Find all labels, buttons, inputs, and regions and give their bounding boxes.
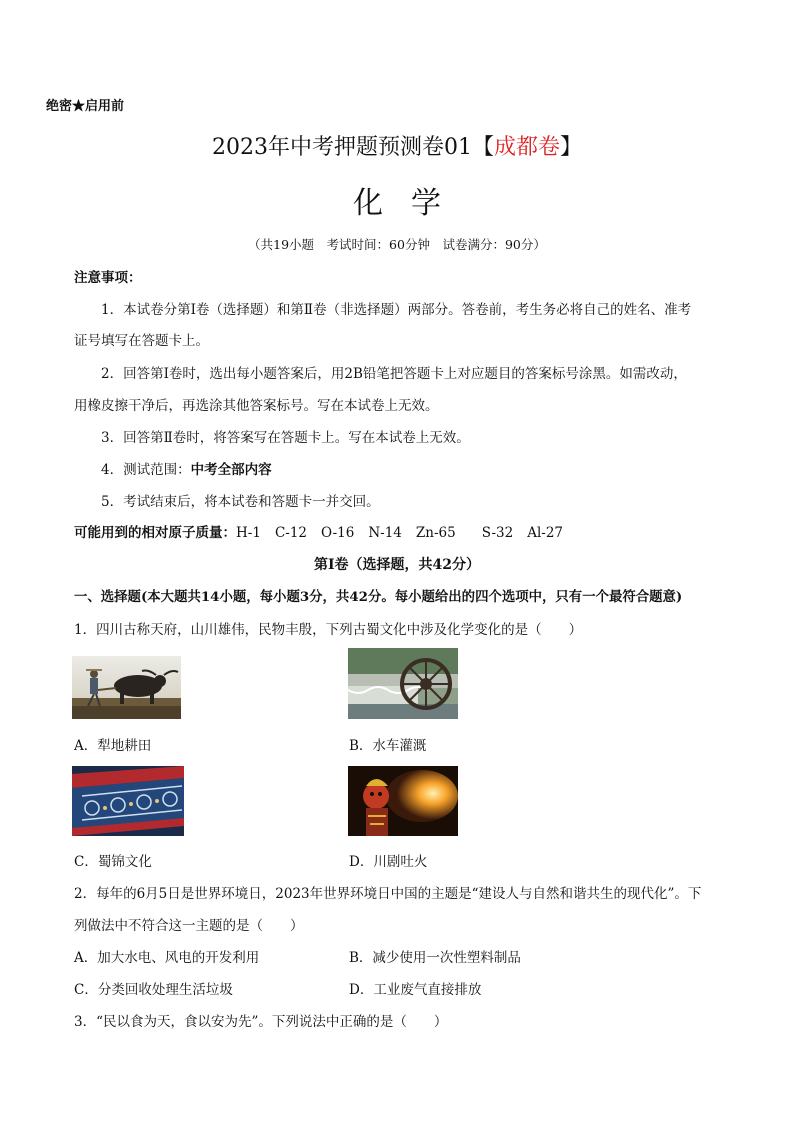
confidential-label: 绝密★启用前 (46, 99, 125, 114)
q1-option-b: B．水车灌溉 (349, 738, 427, 754)
atomic-mass-label: 可能用到的相对原子质量： (74, 525, 236, 541)
waterwheel-photo (348, 648, 458, 719)
title-region: 成都卷 (493, 135, 560, 160)
note-4 (101, 458, 272, 478)
ox-plowing-photo (72, 656, 181, 719)
note-3: 3．回答第Ⅱ卷时，将答案写在答题卡上。写在本试卷上无效。 (101, 430, 470, 446)
q1-option-d: D．川剧吐火 (349, 854, 428, 870)
note-5: 5．考试结束后，将本试卷和答题卡一并交回。 (101, 494, 380, 510)
q2-option-b: B．减少使用一次性塑料制品 (349, 950, 521, 966)
note-2-line-2: 用橡皮擦干净后，再选涂其他答案标号。写在本试卷上无效。 (74, 398, 439, 414)
title-end: 】 (559, 135, 582, 160)
note-1-line-2: 证号填写在答题卡上。 (74, 333, 209, 349)
atomic-mass-line (74, 521, 563, 541)
subject-title: 化学 (353, 186, 469, 221)
notes-heading: 注意事项： (74, 270, 142, 286)
q2-option-d: D．工业废气直接排放 (349, 982, 482, 998)
note-4-prefix: 4．测试范围： (101, 462, 191, 478)
q3-stem: 3．“民以食为天，食以安为先”。下列说法中正确的是（ ） (74, 1014, 448, 1030)
atomic-mass-al: Al-27 (527, 525, 564, 541)
atomic-mass-c: C-12 (274, 525, 308, 541)
section-heading-rest: (本大题共14小题，每小题3分，共42分。每小题给出的四个选项中，只有一个最符合题意) (140, 589, 683, 605)
atomic-mass-s: S-32 (481, 525, 514, 541)
atomic-mass-n: N-14 (368, 525, 402, 541)
note-4-scope: 中考全部内容 (190, 462, 272, 478)
q1-stem: 1．四川古称天府，山川雄伟，民物丰殷，下列古蜀文化中涉及化学变化的是（ ） (74, 622, 583, 638)
note-2-line-1: 2．回答第Ⅰ卷时，选出每小题答案后，用2B铅笔把答题卡上对应题目的答案标号涂黑。如需改动， (101, 366, 687, 382)
exam-meta: （共19小题 考试时间：60分钟 试卷满分：90分） (248, 237, 546, 252)
atomic-mass-zn: Zn-65 (415, 525, 456, 541)
shu-brocade-photo (72, 766, 184, 836)
q2-option-a: A．加大水电、风电的开发利用 (74, 950, 260, 966)
q2-stem-line-1: 2．每年的6月5日是世界环境日，2023年世界环境日中国的主题是“建设人与自然和谐共生的现代化”。下 (74, 886, 702, 902)
section-title: 第Ⅰ卷（选择题，共42分） (313, 557, 481, 573)
q2-option-c: C．分类回收处理生活垃圾 (74, 982, 233, 998)
q2-stem-line-2: 列做法中不符合这一主题的是（ ） (74, 918, 304, 934)
section-heading (74, 586, 682, 605)
exam-title (0, 130, 794, 161)
title-main: 2023年中考押题预测卷01【 (211, 135, 494, 160)
fire-breathing-opera-photo (348, 766, 458, 836)
q1-option-a: A．犁地耕田 (74, 738, 152, 754)
atomic-mass-h: H-1 (236, 525, 261, 541)
section-heading-prefix: 一、选择题 (74, 589, 141, 605)
atomic-mass-o: O-16 (321, 525, 355, 541)
note-1-line-1: 1．本试卷分第Ⅰ卷（选择题）和第Ⅱ卷（非选择题）两部分。答卷前，考生务必将自己的姓名、准考 (101, 302, 692, 318)
q1-option-c: C．蜀锦文化 (74, 854, 152, 870)
